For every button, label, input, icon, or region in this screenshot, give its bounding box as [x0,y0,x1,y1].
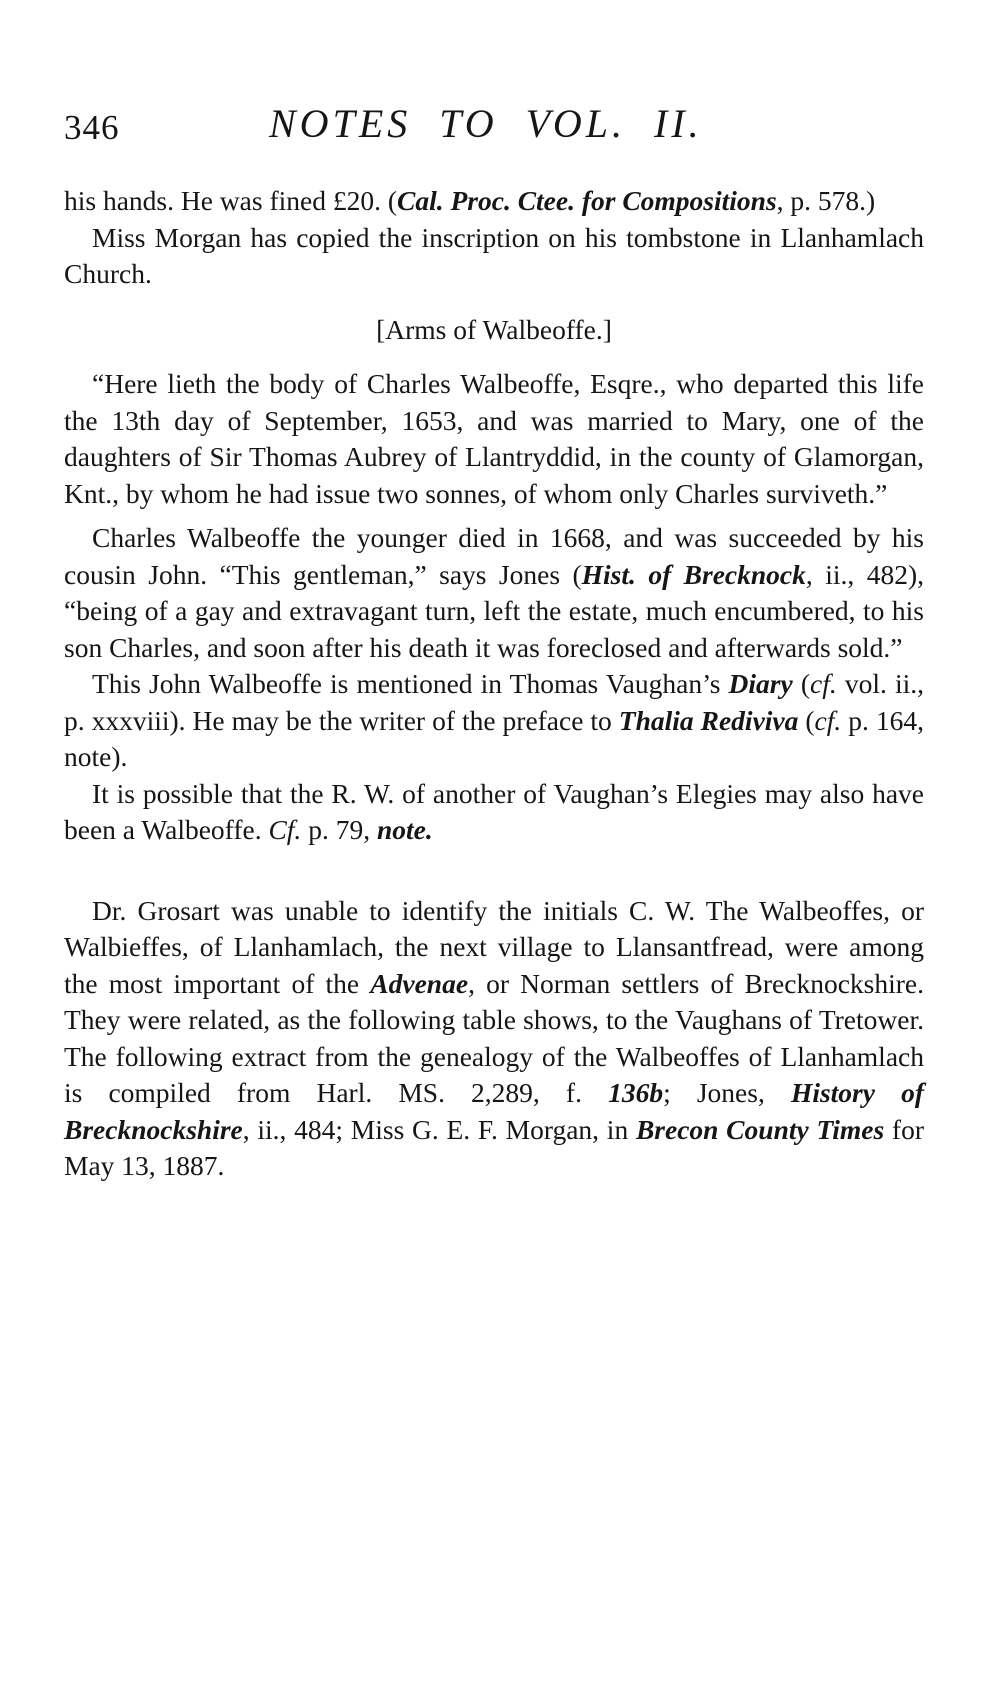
paragraph-inscription: “Here lieth the body of Charles Walbeoffe, Esqre., who departed this life the 13th day of September, 1653, and was married to Mary, one of the daughters of Sir Thomas Aubrey of Llantryddid, in the county of Glamorgan, Knt., by whom he had issue two sonnes, of whom only Charles surviveth.” [64,368,924,509]
arms-caption: [Arms of Walbeoffe.] [376,313,612,345]
citation-title: Cal. Proc. Ctee. for Compositions [397,185,777,216]
cf-abbreviation: cf. [810,668,837,699]
citation-title: Advenae [370,967,469,999]
text-run: his hands. He was fined £20. ( [64,185,397,216]
running-head [64,100,924,160]
text-run: ; Jones, [663,1077,791,1108]
text-run: It is possible that the R. W. of another of Vaughan’s Elegies may also have been a Walbeoffe. [64,777,924,845]
text-run: Dr. Grosart was unable to identify the initials C. W. The Walbeoffes, or Walbieffes, of Llanhamlach, the next village to Llansantfread, were among the most important of the [64,894,924,999]
cf-abbreviation: Cf. [268,814,302,845]
citation-title: Hist. of Brecknock [581,558,806,590]
body-text [64,183,924,1185]
text-run: p. 164, note). [64,704,924,772]
paragraph-grosart [64,893,924,1185]
paragraph-charles-walbeoffe [64,520,924,666]
text-run: ( [798,704,815,736]
text-run: This John Walbeoffe is mentioned in Thomas Vaughan’s [92,668,729,699]
text-run: ( [792,668,810,699]
text-run: Charles Walbeoffe the younger died in 1668, and was succeeded by his cousin John. “This gentleman,” says Jones ( [64,522,924,590]
cf-abbreviation: cf. [814,704,842,736]
folio-reference: 136b [608,1077,664,1108]
text-run: , p. 578.) [776,185,876,216]
text-run: , ii., 482), “being of a gay and extravagant turn, left the estate, much encumbered, to his son Charles, and soon after his death it was foreclosed and afterwards sold.” [64,558,924,663]
citation-title: Diary [728,668,793,699]
text-run: for May 13, 1887. [64,1113,924,1181]
citation-title: History of Brecknockshire [64,1077,924,1145]
note-reference: note. [376,814,433,845]
text-run: vol. ii., p. xxxviii). He may be the writer of the preface to [64,668,924,736]
text-run: , ii., 484; Miss G. E. F. Morgan, in [242,1113,636,1145]
paragraph-fine [64,183,924,220]
citation-title: Thalia Rediviva [618,704,799,736]
page-number: 346 [64,108,120,147]
text-run: p. 79, [301,814,377,845]
citation-title: Brecon County Times [635,1113,885,1145]
running-title: NOTES TO VOL. II. [269,101,703,146]
paragraph-john-walbeoffe [64,666,924,776]
paragraph-tombstone: Miss Morgan has copied the inscription on his tombstone in Llanhamlach Church. [64,221,924,289]
paragraph-elegies [64,776,924,849]
text-run: , or Norman settlers of Brecknockshire. They were related, as the following table shows, to the Vaughans of Tretower. The following extract from the genealogy of the Walbeoffes of Llanhamlach is compiled from Harl. MS. 2,289, f. [64,967,924,1108]
